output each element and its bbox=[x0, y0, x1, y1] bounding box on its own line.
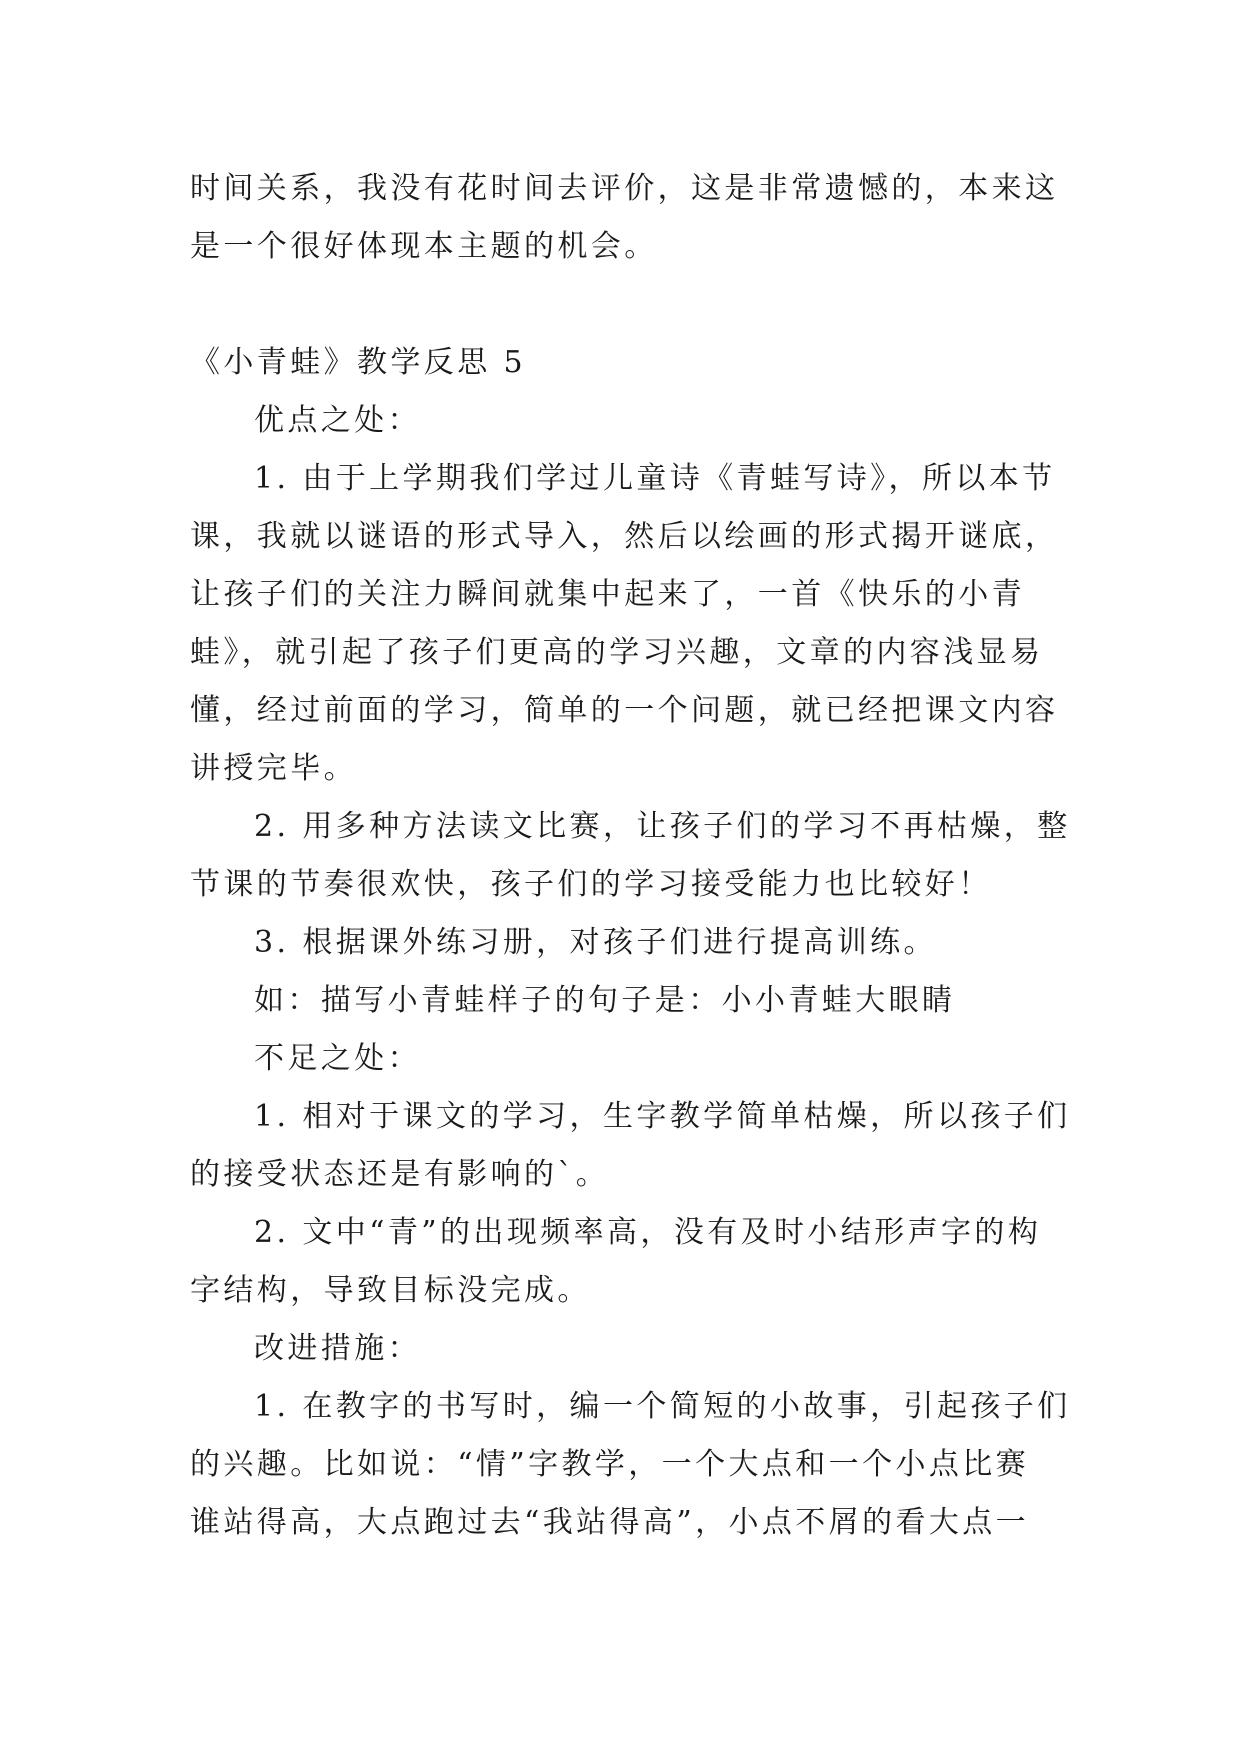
strength1-line-6: 讲授完毕。 bbox=[190, 751, 357, 786]
intro-line-2: 是一个很好体现本主题的机会。 bbox=[190, 229, 658, 264]
section-title: 《小青蛙》教学反思 5 bbox=[190, 345, 527, 380]
improvement1-line-3: 谁站得高，大点跑过去“我站得高”，小点不屑的看大点一 bbox=[190, 1505, 1030, 1540]
weakness1-line-1: 1. 相对于课文的学习，生字教学简单枯燥，所以孩子们 bbox=[254, 1099, 1071, 1134]
strength3-line-1: 3. 根据课外练习册，对孩子们进行提高训练。 bbox=[254, 925, 937, 960]
weakness2-line-2: 字结构，导致目标没完成。 bbox=[190, 1273, 591, 1308]
strengths-heading: 优点之处： bbox=[254, 403, 421, 438]
weakness1-line-2: 的接受状态还是有影响的`。 bbox=[190, 1157, 610, 1192]
strength2-line-2: 节课的节奏很欢快，孩子们的学习接受能力也比较好！ bbox=[190, 867, 992, 902]
example-line: 如：描写小青蛙样子的句子是：小小青蛙大眼睛 bbox=[254, 983, 956, 1018]
improvement1-line-1: 1. 在教字的书写时，编一个简短的小故事，引起孩子们 bbox=[254, 1389, 1071, 1424]
strength1-line-2: 课，我就以谜语的形式导入，然后以绘画的形式揭开谜底， bbox=[190, 519, 1059, 554]
weaknesses-heading: 不足之处： bbox=[254, 1041, 421, 1076]
intro-line-1: 时间关系，我没有花时间去评价，这是非常遗憾的，本来这 bbox=[190, 171, 1059, 206]
strength1-line-3: 让孩子们的关注力瞬间就集中起来了，一首《快乐的小青 bbox=[190, 577, 1025, 612]
document-body bbox=[190, 160, 1071, 1552]
strength1-line-5: 懂，经过前面的学习，简单的一个问题，就已经把课文内容 bbox=[190, 693, 1059, 728]
paragraph-gap bbox=[190, 276, 1050, 334]
weakness2-line-1: 2. 文中“青”的出现频率高，没有及时小结形声字的构 bbox=[254, 1215, 1042, 1250]
improvements-heading: 改进措施： bbox=[254, 1331, 421, 1366]
strength2-line-1: 2. 用多种方法读文比赛，让孩子们的学习不再枯燥，整 bbox=[254, 809, 1071, 844]
strength1-line-1: 1. 由于上学期我们学过儿童诗《青蛙写诗》，所以本节 bbox=[254, 461, 1056, 496]
improvement1-line-2: 的兴趣。比如说：“情”字教学，一个大点和一个小点比赛 bbox=[190, 1447, 1030, 1482]
strength1-line-4: 蛙》，就引起了孩子们更高的学习兴趣，文章的内容浅显易 bbox=[190, 635, 1044, 670]
